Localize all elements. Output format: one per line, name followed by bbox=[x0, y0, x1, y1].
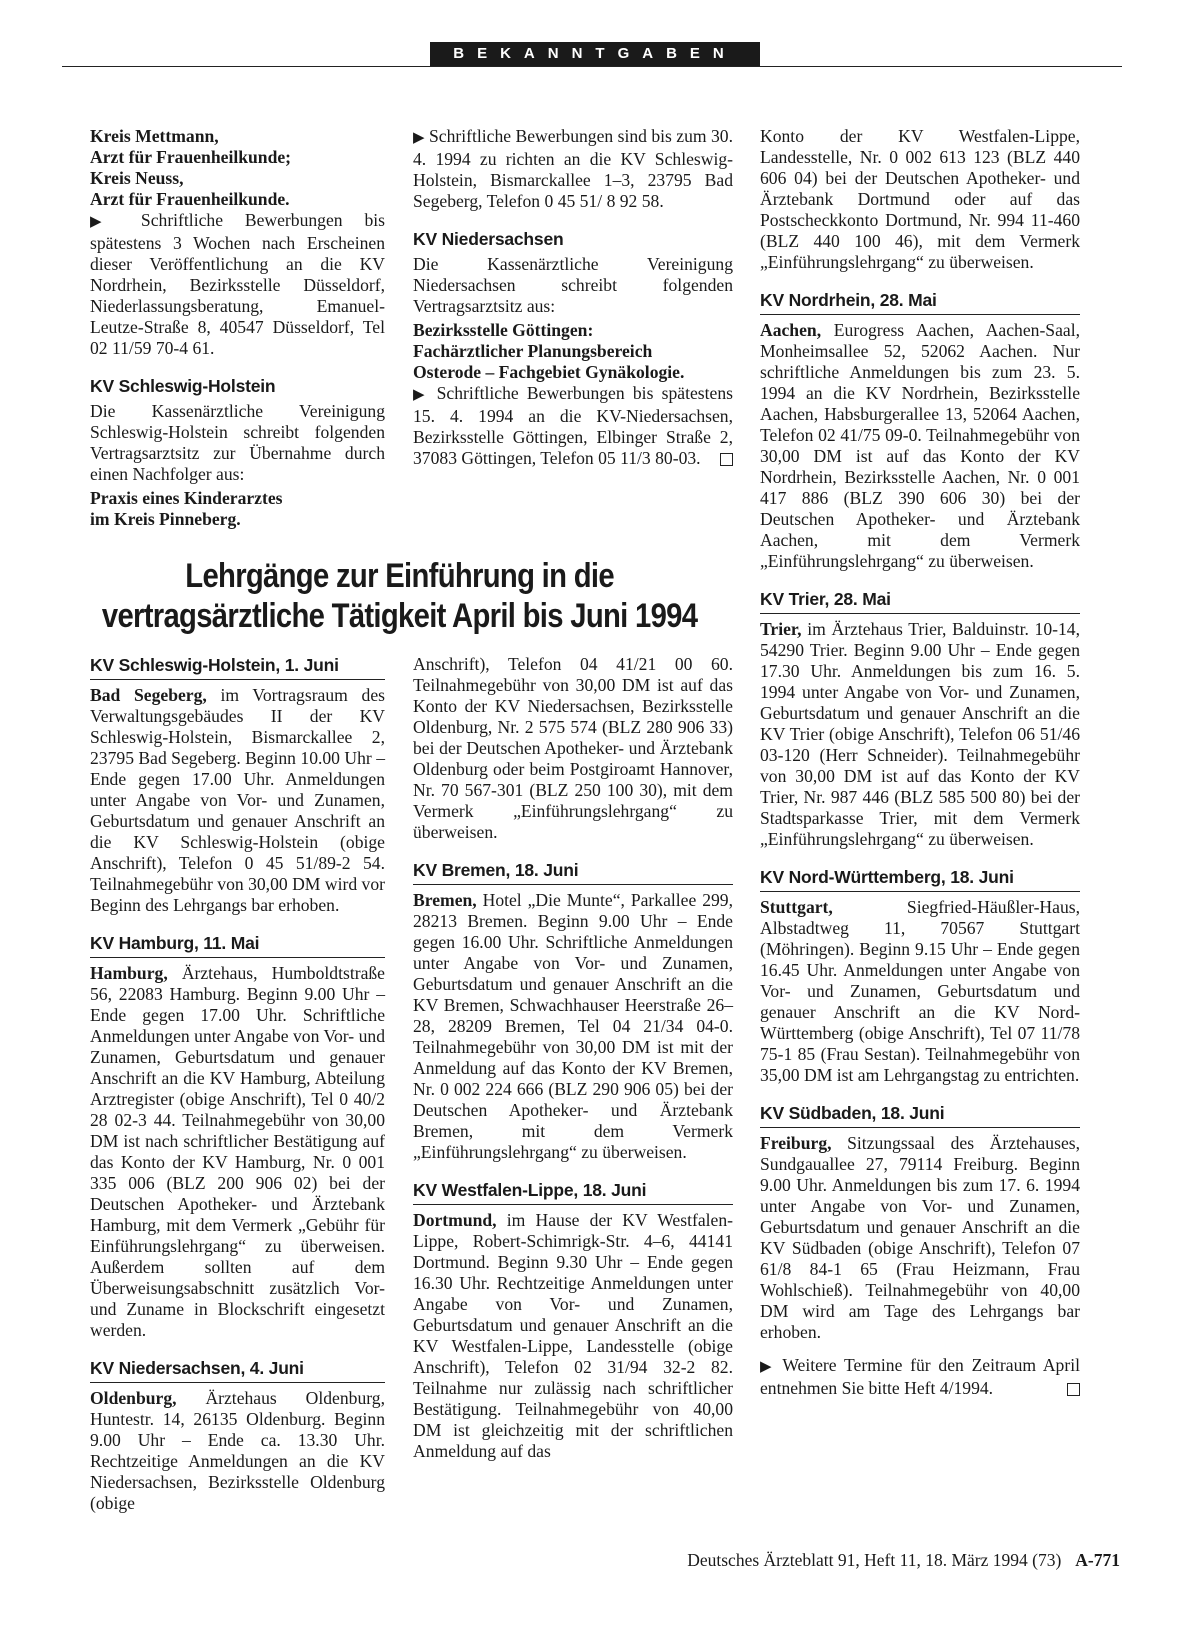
region-line: Arzt für Frauenheilkunde. bbox=[90, 189, 290, 209]
arrow-icon: ▶ bbox=[413, 130, 425, 146]
column-2 bbox=[413, 654, 733, 1462]
region-line: Arzt für Frauenheilkunde; bbox=[90, 147, 292, 167]
arrow-icon: ▶ bbox=[760, 1359, 775, 1375]
section-text: im Ärztehaus Trier, Balduinstr. 10-14, 54290 Trier. Beginn 9.00 Uhr – Ende gegen 17.30 Uhr. Anmeldungen bis zum 16. 5. 1994 unter Angabe von Vor- und Zunamen, Geburtsdatum und genauer Anschrift an die KV Trier (obige Anschrift), Telefon 06 51/46 03-120 (Herr Schneider). Teilnahmegebühr von 30,00 DM ist auf das Konto der KV Trier, Nr. 987 446 (BLZ 585 500 80) bei der Stadtsparkasse Trier, mit dem Vermerk „Einführungslehrgang“ zu überweisen. bbox=[760, 619, 1080, 849]
section-text: Hotel „Die Munte“, Parkallee 299, 28213 Bremen. Beginn 9.00 Uhr – Ende gegen 16.00 Uhr. Schriftliche Anmeldungen unter Angabe von Vor- und Zunamen, Geburtsdatum und genauer Anschrift an die KV Bremen, Schwachhauser Heerstraße 26–28, 28209 Bremen, Tel 04 21/34 04-0. Teilnahmegebühr von 30,00 DM ist mit der Anmeldung auf das Konto der KV Bremen, Nr. 0 002 224 666 (BLZ 290 906 05) bei der Deutschen Apotheker- und Ärztebank Bremen, mit dem Vermerk „Einführungslehrgang“ zu überweisen. bbox=[413, 890, 733, 1162]
district-line: Bezirksstelle Göttingen: bbox=[413, 320, 594, 340]
section-title: KV Südbaden, 18. Juni bbox=[760, 1102, 1080, 1128]
continued-text: Anschrift), Telefon 04 41/21 00 60. Teilnahmegebühr von 30,00 DM ist auf das Konto der KV Niedersachsen, Bezirksstelle Oldenburg, Nr. 2 575 574 (BLZ 280 906 33) bei der Deutschen Apotheker- und Ärztebank Oldenburg oder beim Postgiroamt Hannover, Nr. 70 567-301 (BLZ 250 100 30), mit dem Vermerk „Einführungslehrgang“ zu überweisen. bbox=[413, 654, 733, 842]
page-number: A-771 bbox=[1075, 1550, 1120, 1570]
location-lead: Bad Segeberg, bbox=[90, 685, 207, 705]
location-lead: Bremen, bbox=[413, 890, 477, 910]
section-text: Siegfried-Häußler-Haus, Albstadtweg 11, 70567 Stuttgart (Möhringen). Beginn 9.15 Uhr – Ende gegen 16.45 Uhr. Anmeldungen unter Angabe von Vor- und Zunamen, Geburtsdatum und genauer Anschrift an die KV Nord-Württemberg (obige Anschrift), Tel 07 11/78 75-1 85 (Frau Sestan). Teilnahmegebühr von 35,00 DM ist am Lehrgangstag zu entrichten. bbox=[760, 897, 1080, 1085]
location-lead: Aachen, bbox=[760, 320, 822, 340]
section-text: Die Kassenärztliche Vereinigung Schleswig-Holstein schreibt folgenden Vertragsarztsitz zur Übernahme durch einen Nachfolger aus: bbox=[90, 401, 385, 484]
section-title: KV Hamburg, 11. Mai bbox=[90, 932, 385, 958]
section-title: KV Nordrhein, 28. Mai bbox=[760, 289, 1080, 315]
practice-line: im Kreis Pinneberg. bbox=[90, 509, 241, 529]
top-column-1 bbox=[90, 126, 385, 530]
district-line: Osterode – Fachgebiet Gynäkologie. bbox=[413, 362, 685, 382]
section-title: KV Nord-Württemberg, 18. Juni bbox=[760, 866, 1080, 892]
section-header-label: BEKANNTGABEN bbox=[430, 42, 760, 66]
section-title: KV Westfalen-Lippe, 18. Juni bbox=[413, 1179, 733, 1205]
section-title: KV Trier, 28. Mai bbox=[760, 588, 1080, 614]
top-column-2 bbox=[413, 126, 733, 469]
region-line: Kreis Mettmann, bbox=[90, 126, 219, 146]
location-lead: Trier, bbox=[760, 619, 802, 639]
location-lead: Stuttgart, bbox=[760, 897, 833, 917]
location-lead: Hamburg, bbox=[90, 963, 168, 983]
continued-text: Konto der KV Westfalen-Lippe, Landesstelle, Nr. 0 002 613 123 (BLZ 440 606 04) bei der Deutschen Apotheker- und Ärztebank Dortmund oder auf das Postscheckkonto Dortmund, Nr. 994 11-460 (BLZ 440 100 46), mit dem Vermerk „Einführungslehrgang“ zu überweisen. bbox=[760, 126, 1080, 272]
section-text: im Vortragsraum des Verwaltungsgebäudes II der KV Schleswig-Holstein, Bismarckallee 2, 23795 Bad Segeberg. Beginn 10.00 Uhr – Ende gegen 17.00 Uhr. Anmeldungen unter Angabe von Vor- und Zunamen, Geburtsdatum und genauer Anschrift an die KV Schleswig-Holstein (obige Anschrift), Telefon 0 45 51/89-2 54. Teilnahmegebühr von 30,00 DM wird vor Beginn des Lehrgangs bar erhoben. bbox=[90, 685, 385, 915]
journal-citation: Deutsches Ärzteblatt 91, Heft 11, 18. März 1994 (73) bbox=[687, 1550, 1062, 1570]
region-list bbox=[90, 126, 385, 210]
arrow-icon: ▶ bbox=[413, 387, 429, 403]
section-text: im Hause der KV Westfalen-Lippe, Robert-Schimrigk-Str. 4–6, 44141 Dortmund. Beginn 9.30 Uhr – Ende gegen 16.30 Uhr. Rechtzeitige Anmeldungen unter Angabe von Vor- und Zunamen, Geburtsdatum und genauer Anschrift an die KV Westfalen-Lippe, Landesstelle (obige Anschrift), Telefon 02 31/94 32-2 82. Teilnahme nur zulässig nach schriftlicher Bestätigung. Teilnahmegebühr von 40,00 DM ist gleichzeitig mit der schriftlichen Anmeldung auf das bbox=[413, 1210, 733, 1461]
section-text: Ärztehaus Oldenburg, Huntestr. 14, 26135 Oldenburg. Beginn 9.00 Uhr – Ende ca. 13.30 Uhr. Rechtzeitige Anmeldungen an die KV Niedersachsen, Bezirksstelle Oldenburg (obige bbox=[90, 1388, 385, 1513]
section-title: KV Niedersachsen bbox=[413, 229, 564, 249]
column-3 bbox=[760, 126, 1080, 1399]
section-text: Die Kassenärztliche Vereinigung Niedersachsen schreibt folgenden Vertragsarztsitz aus: bbox=[413, 254, 733, 316]
district-block bbox=[413, 320, 733, 383]
section-text: Ärztehaus, Humboldtstraße 56, 22083 Hamburg. Beginn 9.00 Uhr – Ende gegen 17.00 Uhr. Schriftliche Anmeldungen unter Angabe von Vor- und Zunamen, Geburtsdatum und genauer Anschrift an die KV Hamburg, Abteilung Arztregister (obige Anschrift), Tel 0 40/2 28 02-3 44. Teilnahmegebühr von 30,00 DM ist nach schriftlicher Bestätigung auf das Konto der KV Hamburg, Nr. 0 001 335 006 (BLZ 200 906 02) bei der Deutschen Apotheker- und Ärztebank Hamburg, mit dem Vermerk „Gebühr für Einführungslehrgang“ zu überweisen. Außerdem sollten auf dem Überweisungsabschnitt zusätzlich Vor- und Zuname in Blockschrift eingesetzt werden. bbox=[90, 963, 385, 1340]
district-line: Fachärztlicher Planungsbereich bbox=[413, 341, 653, 361]
arrow-icon: ▶ bbox=[90, 214, 120, 230]
header-rule bbox=[62, 66, 1122, 67]
practice-line: Praxis eines Kinderarztes bbox=[90, 488, 283, 508]
practice-block bbox=[90, 488, 385, 530]
page-footer bbox=[600, 1550, 1120, 1571]
section-title: KV Schleswig-Holstein bbox=[90, 376, 276, 396]
application-text: Schriftliche Bewerbungen bis spätestens 15. 4. 1994 an die KV-Niedersachsen, Bezirksstelle Göttingen, Elbinger Straße 2, 37083 Göttingen, Telefon 05 11/3 80-03. bbox=[413, 383, 733, 468]
location-lead: Freiburg, bbox=[760, 1133, 832, 1153]
closing-text: Weitere Termine für den Zeitraum April entnehmen Sie bitte Heft 4/1994. bbox=[760, 1355, 1080, 1398]
application-text: Schriftliche Bewerbungen bis spätestens 3 Wochen nach Erscheinen dieser Veröffentlichung an die KV Nordrhein, Bezirksstelle Düsseldorf, Niederlassungsberatung, Emanuel-Leutze-Straße 8, 40547 Düsseldorf, Tel 02 11/59 70-4 61. bbox=[90, 210, 385, 358]
location-lead: Dortmund, bbox=[413, 1210, 497, 1230]
location-lead: Oldenburg, bbox=[90, 1388, 177, 1408]
section-title: KV Bremen, 18. Juni bbox=[413, 859, 733, 885]
section-title: KV Niedersachsen, 4. Juni bbox=[90, 1357, 385, 1383]
section-text: Sitzungssaal des Ärztehauses, Sundgauallee 27, 79114 Freiburg. Beginn 9.00 Uhr. Anmeldungen bis zum 17. 6. 1994 unter Angabe von Vor- und Zunamen, Geburtsdatum und genauer Anschrift an die KV Südbaden (obige Anschrift), Telefon 07 61/8 84-1 65 (Frau Heizmann, Frau Wohlschieß). Teilnahmegebühr von 40,00 DM wird am Tage des Lehrgangs bar erhoben. bbox=[760, 1133, 1080, 1342]
region-line: Kreis Neuss, bbox=[90, 168, 184, 188]
end-square-icon bbox=[1067, 1383, 1080, 1396]
section-text: Eurogress Aachen, Aachen-Saal, Monheimsallee 52, 52062 Aachen. Nur schriftliche Anmeldungen bis zum 23. 5. 1994 an die KV Nordrhein, Bezirksstelle Aachen, Habsburgerallee 13, 52064 Aachen, Telefon 02 41/75 09-0. Teilnahmegebühr von 30,00 DM ist auf das Konto der KV Nordrhein, Bezirksstelle Aachen, Nr. 0 001 417 886 (BLZ 390 606 30) bei der Deutschen Apotheker- und Ärztebank Aachen, mit dem Vermerk „Einführungslehrgang“ zu überweisen. bbox=[760, 320, 1080, 571]
application-text: Schriftliche Bewerbungen sind bis zum 30. 4. 1994 zu richten an die KV Schleswig-Holstein, Bismarckallee 1–3, 23795 Bad Segeberg, Telefon 0 45 51/ 8 92 58. bbox=[413, 126, 733, 211]
article-headline: Lehrgänge zur Einführung in die vertragsärztliche Tätigkeit April bis Juni 1994 bbox=[101, 557, 698, 635]
end-square-icon bbox=[720, 453, 733, 466]
section-title: KV Schleswig-Holstein, 1. Juni bbox=[90, 654, 385, 680]
column-1 bbox=[90, 654, 385, 1514]
